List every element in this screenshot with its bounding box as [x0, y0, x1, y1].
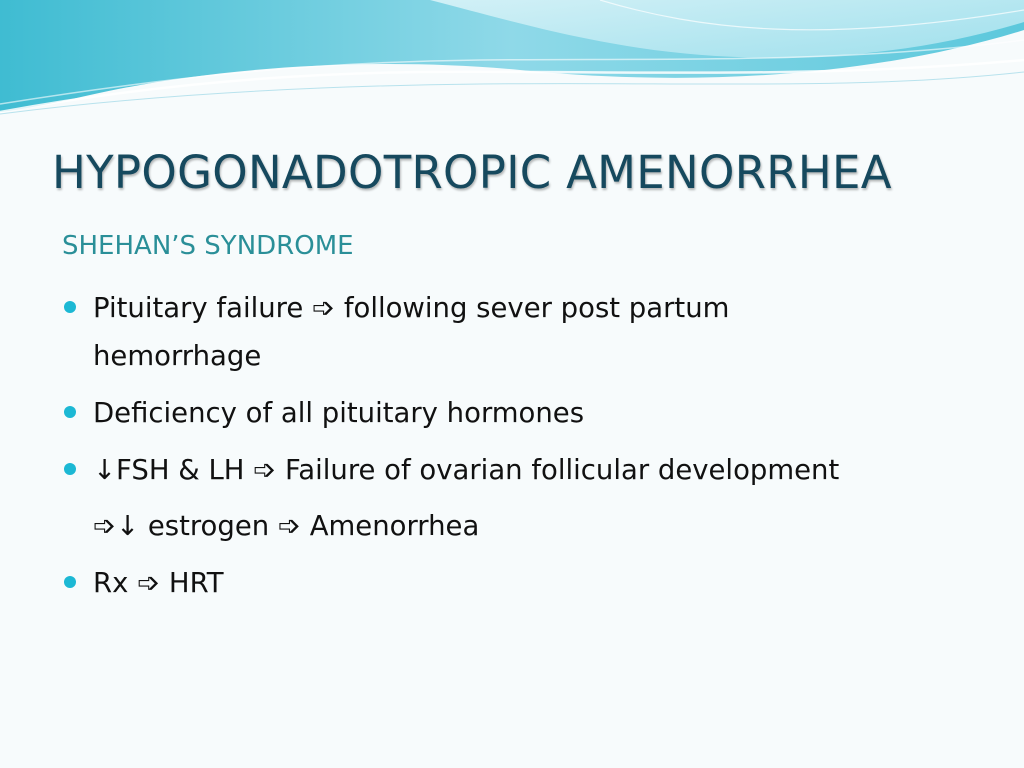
bullet-continuation: [62, 502, 962, 550]
bullet-text: ➩↓ estrogen ➩ Amenorrhea: [93, 510, 480, 542]
bullet-text: Pituitary failure ➩ following sever post partum hemorrhage: [93, 292, 730, 372]
bullet-dot-icon: [64, 576, 76, 588]
slide-subtitle: SHEHAN’S SYNDROME: [62, 231, 354, 261]
bullet-text: Rx ➩ HRT: [93, 567, 224, 599]
bullet-dot-icon: [64, 301, 76, 313]
header-wave-decoration: [0, 0, 1024, 140]
bullet-item: [62, 389, 962, 437]
bullet-text: Deficiency of all pituitary hormones: [93, 397, 585, 429]
bullet-item: [62, 284, 962, 380]
bullet-dot-icon: [64, 406, 76, 418]
slide-title: HYPOGONADOTROPIC AMENORRHEA: [52, 146, 892, 199]
bullet-item: [62, 446, 962, 494]
bullet-text: ↓FSH & LH ➩ Failure of ovarian follicular development: [93, 454, 840, 486]
bullet-item: [62, 559, 962, 607]
bullet-list: [62, 284, 962, 616]
bullet-dot-icon: [64, 463, 76, 475]
